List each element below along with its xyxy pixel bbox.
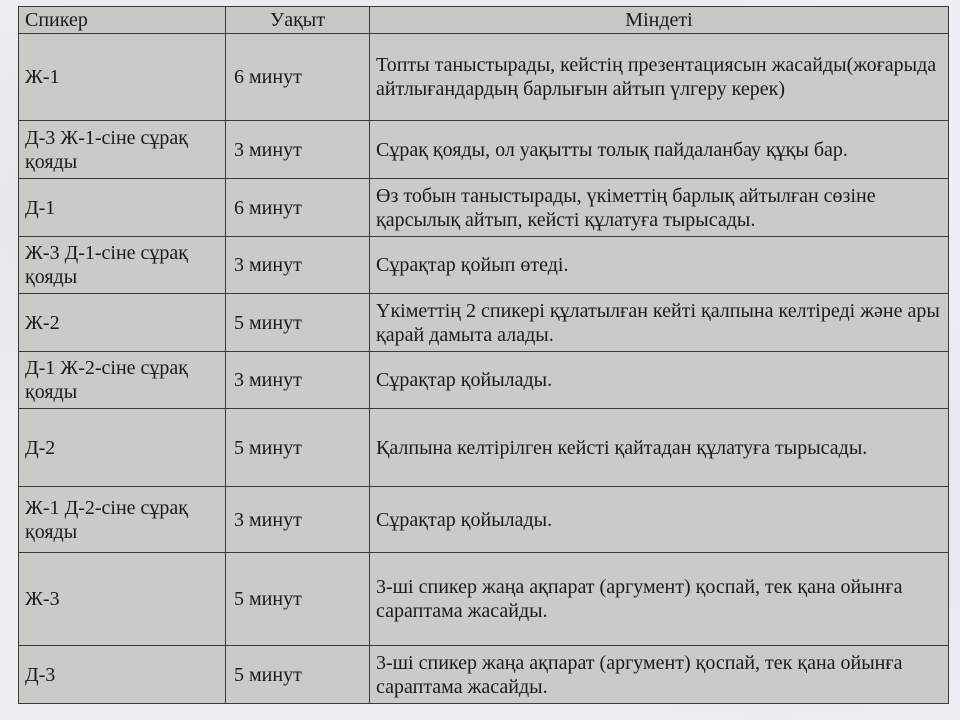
debate-schedule-table-container xyxy=(18,6,948,704)
task-cell: Қалпына келтірілген кейсті қайтадан құлатуға тырысады. xyxy=(370,409,949,487)
header-time: Уақыт xyxy=(226,7,370,34)
task-cell: Топты таныстырады, кейстің презентациясын жасайды(жоғарыда айтлығандардың барлығын айтып үлгеру керек) xyxy=(370,34,949,121)
table-row xyxy=(19,409,949,487)
speaker-cell: Д-1 xyxy=(19,179,226,237)
speaker-cell: Ж-3 xyxy=(19,553,226,646)
header-speaker: Спикер xyxy=(19,7,226,34)
table-row xyxy=(19,34,949,121)
time-cell: 3 минут xyxy=(226,487,370,553)
table-row xyxy=(19,352,949,409)
speaker-cell: Д-1 Ж-2-сіне сұрақ қояды xyxy=(19,352,226,409)
time-cell: 5 минут xyxy=(226,553,370,646)
table-row xyxy=(19,179,949,237)
task-cell: Сұрақ қояды, ол уақытты толық пайдаланбау құқы бар. xyxy=(370,121,949,179)
table-row xyxy=(19,646,949,704)
time-cell: 5 минут xyxy=(226,646,370,704)
task-cell: Сұрақтар қойып өтеді. xyxy=(370,237,949,294)
table-row xyxy=(19,553,949,646)
speaker-cell: Ж-3 Д-1-сіне сұрақ қояды xyxy=(19,237,226,294)
time-cell: 3 минут xyxy=(226,237,370,294)
speaker-cell: Ж-2 xyxy=(19,294,226,352)
time-cell: 6 минут xyxy=(226,34,370,121)
time-cell: 5 минут xyxy=(226,294,370,352)
table-row xyxy=(19,121,949,179)
speaker-cell: Ж-1 xyxy=(19,34,226,121)
task-cell: Сұрақтар қойылады. xyxy=(370,487,949,553)
time-cell: 5 минут xyxy=(226,409,370,487)
task-cell: Өз тобын таныстырады, үкіметтің барлық айтылған сөзіне қарсылық айтып, кейсті құлатуға тырысады. xyxy=(370,179,949,237)
header-task: Міндеті xyxy=(370,7,949,34)
time-cell: 3 минут xyxy=(226,121,370,179)
table-row xyxy=(19,487,949,553)
time-cell: 6 минут xyxy=(226,179,370,237)
speaker-cell: Д-3 xyxy=(19,646,226,704)
speaker-cell: Д-2 xyxy=(19,409,226,487)
table-row xyxy=(19,294,949,352)
table-row xyxy=(19,237,949,294)
speaker-cell: Ж-1 Д-2-сіне сұрақ қояды xyxy=(19,487,226,553)
task-cell: Сұрақтар қойылады. xyxy=(370,352,949,409)
task-cell: 3-ші спикер жаңа ақпарат (аргумент) қоспай, тек қана ойынға сараптама жасайды. xyxy=(370,646,949,704)
speaker-cell: Д-3 Ж-1-сіне сұрақ қояды xyxy=(19,121,226,179)
header-row xyxy=(19,7,949,34)
task-cell: Үкіметтің 2 спикері құлатылған кейті қалпына келтіреді және ары қарай дамыта алады. xyxy=(370,294,949,352)
task-cell: 3-ші спикер жаңа ақпарат (аргумент) қоспай, тек қана ойынға сараптама жасайды. xyxy=(370,553,949,646)
time-cell: 3 минут xyxy=(226,352,370,409)
debate-schedule-table xyxy=(18,6,949,704)
